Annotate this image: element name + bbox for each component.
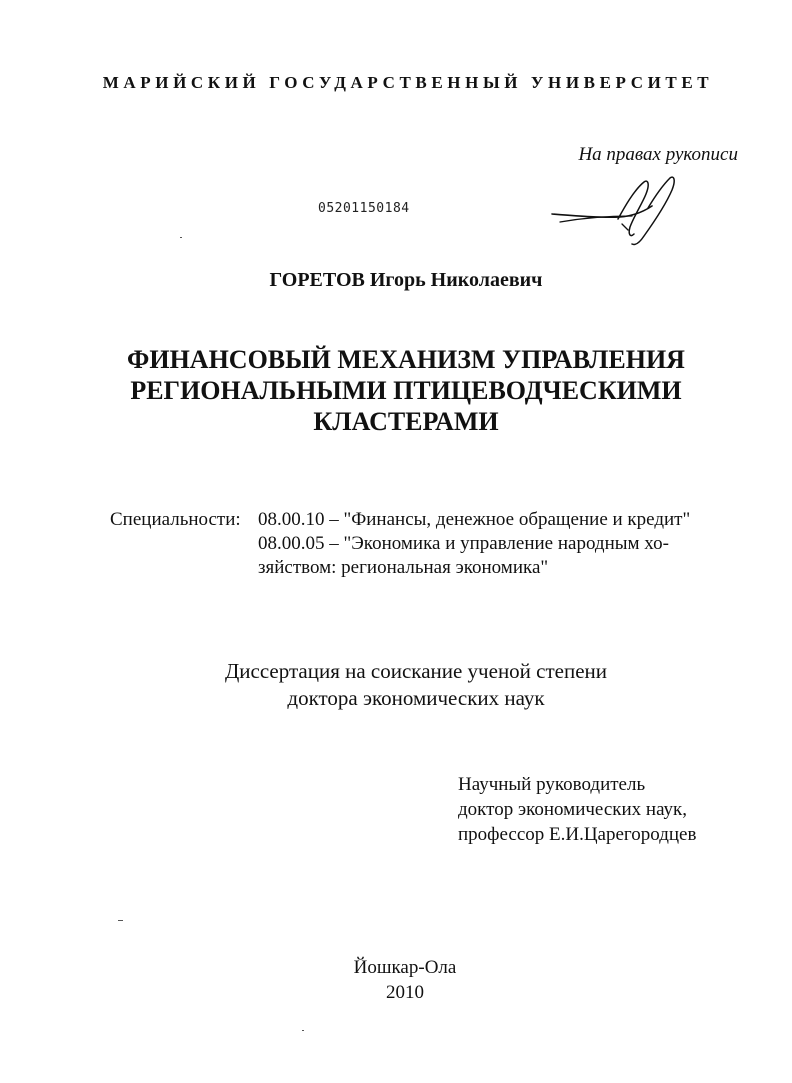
degree-statement [0, 658, 792, 712]
place-and-year [0, 955, 792, 1005]
specialty-line: 08.00.10 – "Финансы, денежное обращение и кредит" [258, 509, 691, 530]
year: 2010 [386, 982, 424, 1003]
scan-speck [180, 237, 182, 238]
degree-line: Диссертация на соискание ученой степени [224, 659, 608, 683]
inventory-number: 05201150184 [318, 201, 410, 216]
title-line: КЛАСТЕРАМИ [313, 407, 499, 436]
title-line: ФИНАНСОВЫЙ МЕХАНИЗМ УПРАВЛЕНИЯ [127, 345, 685, 374]
specialty-line: 08.00.05 – "Экономика и управление народным хо- [258, 533, 669, 554]
supervisor-line: профессор Е.И.Царегородцев [458, 824, 697, 845]
degree-line: доктора экономических наук [287, 686, 545, 710]
rights-note: На правах рукописи [578, 144, 738, 165]
title-line: РЕГИОНАЛЬНЫМИ ПТИЦЕВОДЧЕСКИМИ [130, 376, 682, 405]
specialties-label: Специальности: [110, 509, 241, 530]
university-name: МАРИЙСКИЙ ГОСУДАРСТВЕННЫЙ УНИВЕРСИТЕТ [102, 73, 714, 92]
scan-speck [302, 1030, 304, 1031]
supervisor-line: доктор экономических наук, [458, 799, 688, 820]
dissertation-title [0, 344, 792, 437]
specialty-line: зяйством: региональная экономика" [258, 557, 549, 578]
author-name: ГОРЕТОВ Игорь Николаевич [269, 269, 543, 291]
city: Йошкар-Ола [353, 957, 457, 978]
signature-icon [548, 172, 688, 252]
supervisor-line: Научный руководитель [458, 774, 646, 795]
supervisor-block [458, 772, 696, 847]
scan-speck [118, 920, 123, 921]
